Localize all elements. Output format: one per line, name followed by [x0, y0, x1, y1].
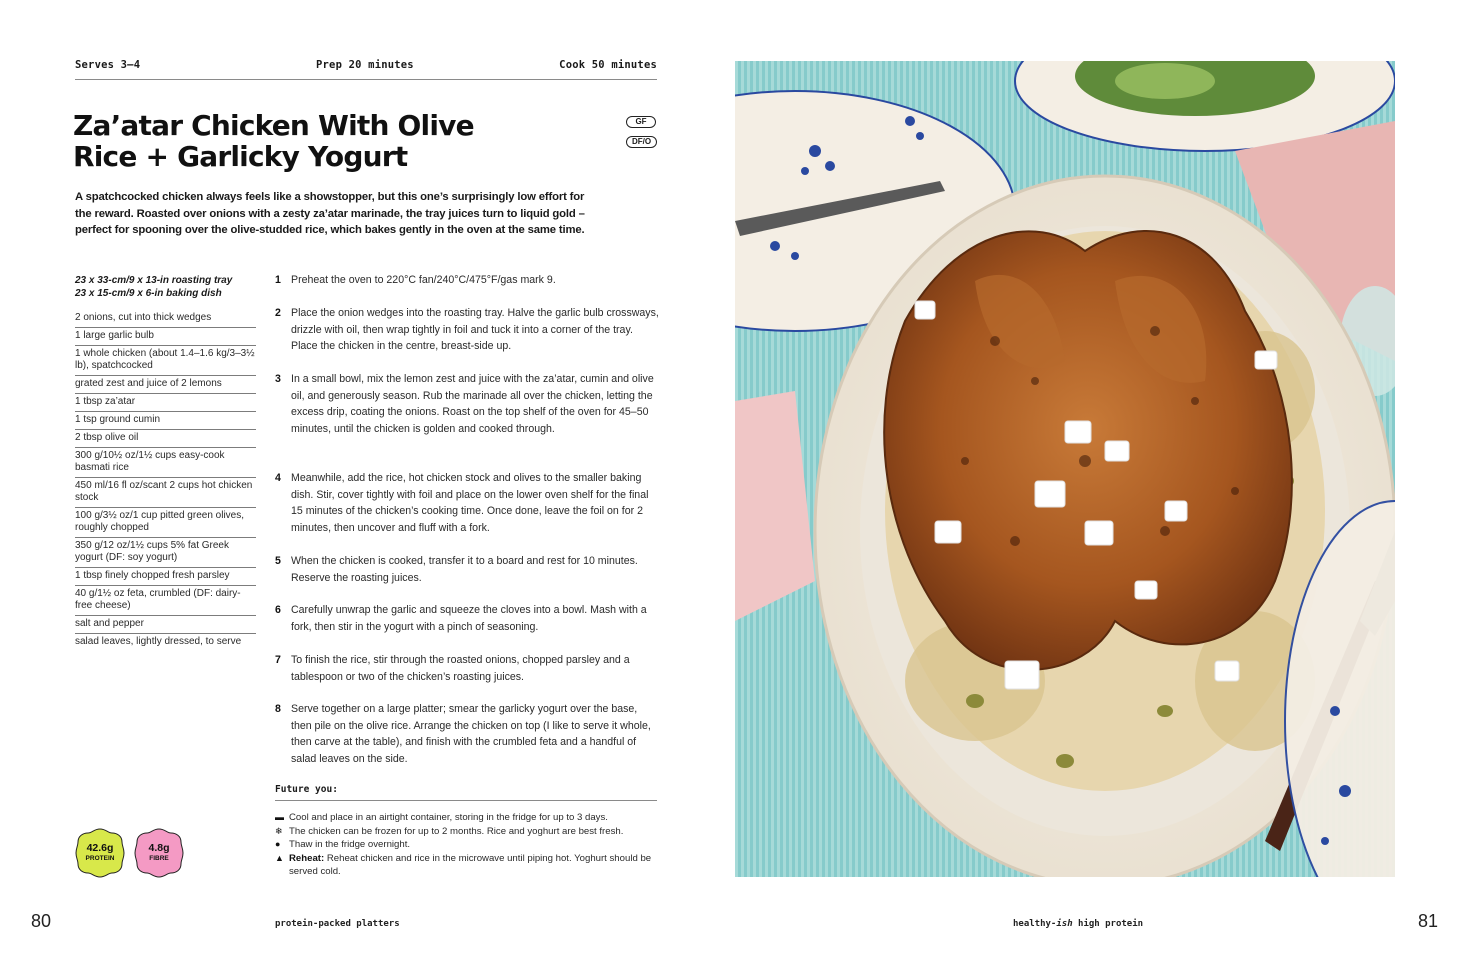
fibre-badge — [134, 828, 184, 878]
footer-section-left: protein-packed platters — [275, 919, 400, 929]
ingredient-item: 1 large garlic bulb — [75, 328, 256, 346]
step-text: In a small bowl, mix the lemon zest and juice with the za’atar, cumin and olive oil, and generously season. Rub the marinade all over the chicken, letting the excess drip, coating the onions. Roast on the top shelf of the oven for 45–50 minutes, until the chicken is golden and cooked through. — [291, 373, 654, 435]
method-step — [275, 553, 659, 586]
step-number: 6 — [275, 604, 281, 616]
ingredient-item: 350 g/12 oz/1½ cups 5% fat Greek yogurt (DF: soy yogurt) — [75, 538, 256, 568]
future-you-item — [275, 811, 665, 825]
ingredient-item: grated zest and juice of 2 lemons — [75, 376, 256, 394]
step-number: 5 — [275, 555, 281, 567]
ingredients-list — [75, 310, 256, 651]
ingredient-item: 1 tbsp finely chopped fresh parsley — [75, 568, 256, 586]
footer-right-suffix: high protein — [1072, 919, 1144, 929]
step-text: Meanwhile, add the rice, hot chicken stock and olives to the smaller baking dish. Stir, cover tightly with foil and place on the lower oven shelf for the final 15 minutes of the chicken’s cooking time. Once done, leave the foil on for 2 minutes, then uncover and fluff with a fork. — [291, 472, 649, 534]
future-you-item — [275, 838, 665, 852]
fridge-icon: ▬ — [275, 812, 284, 822]
recipe-intro: A spatchcocked chicken always feels like a showstopper, but this one’s surprisingly low effort for the reward. Roasted over onions with a zesty za’atar marinade, the tray juices turn to liquid gold – perfect for spooning over the olive-studded rice, which bakes gently in the oven at the same time. — [75, 191, 585, 236]
method-step — [275, 701, 659, 767]
ingredient-item: 2 onions, cut into thick wedges — [75, 310, 256, 328]
snowflake-icon: ❄ — [275, 825, 283, 836]
ingredient-item: 100 g/3½ oz/1 cup pitted green olives, roughly chopped — [75, 508, 256, 538]
protein-label: PROTEIN — [85, 855, 115, 862]
step-number: 7 — [275, 654, 281, 666]
step-text: Preheat the oven to 220°C fan/240°C/475°F/gas mark 9. — [291, 274, 556, 286]
reheat-label: Reheat: — [289, 852, 327, 864]
footer-section-right — [1013, 919, 1143, 929]
method-step — [275, 305, 659, 355]
ingredient-item: salad leaves, lightly dressed, to serve — [75, 636, 242, 647]
recipe-meta-row — [75, 58, 657, 80]
ingredient-item: 1 tsp ground cumin — [75, 412, 256, 430]
step-number: 3 — [275, 373, 281, 385]
recipe-title-line-2: Rice + Garlicky Yogurt — [73, 140, 408, 173]
method-step — [275, 272, 659, 289]
roast-chicken — [884, 231, 1292, 670]
future-you-list — [275, 811, 665, 879]
cook-time-label: Cook 50 minutes — [559, 59, 657, 71]
page-number-left: 80 — [31, 911, 52, 931]
step-number: 1 — [275, 274, 281, 286]
flame-icon: ▲ — [275, 852, 284, 863]
serves-label: Serves 3–4 — [75, 59, 141, 71]
ingredient-item: 1 tbsp za’atar — [75, 394, 256, 412]
ingredient-item: 2 tbsp olive oil — [75, 430, 256, 448]
page-number-right: 81 — [1418, 911, 1439, 931]
recipe-title — [73, 110, 553, 172]
step-text: To finish the rice, stir through the roasted onions, chopped parsley and a tablespoon or two of the chicken’s roasting juices. — [291, 654, 630, 683]
method-step — [275, 602, 659, 635]
step-number: 2 — [275, 307, 281, 319]
future-you-heading: Future you: — [275, 784, 657, 801]
recipe-photo-illustration — [735, 61, 1395, 877]
step-number: 8 — [275, 703, 281, 715]
step-text: When the chicken is cooked, transfer it to a board and rest for 10 minutes. Reserve the roasting juices. — [291, 555, 638, 584]
step-text: Serve together on a large platter; smear the garlicky yogurt over the base, then pile on the olive rice. Arrange the chicken on top (I like to serve it whole, then carve at the table), and finish with the crumbled feta and a handful of salad leaves on the side. — [291, 703, 651, 765]
ingredient-item: 450 ml/16 fl oz/scant 2 cups hot chicken stock — [75, 478, 256, 508]
equipment-item: 23 x 33-cm/9 x 13-in roasting tray — [75, 275, 233, 286]
fibre-value: 4.8g — [148, 842, 170, 854]
footer-right-italic: ish — [1056, 919, 1073, 929]
gluten-free-badge: GF — [626, 116, 656, 128]
recipe-photo — [735, 61, 1395, 877]
future-you-text: Cool and place in an airtight container, storing in the fridge for up to 3 days. — [289, 812, 608, 823]
drop-icon: ● — [275, 839, 281, 849]
protein-value: 42.6g — [86, 842, 114, 854]
future-you-text: Thaw in the fridge overnight. — [289, 839, 411, 850]
ingredient-item: 300 g/10½ oz/1½ cups easy-cook basmati rice — [75, 448, 256, 478]
step-number: 4 — [275, 472, 281, 484]
method-step — [275, 371, 659, 437]
ingredient-item: 40 g/1½ oz feta, crumbled (DF: dairy-free cheese) — [75, 586, 256, 616]
future-you-item — [275, 825, 665, 839]
equipment-list — [75, 274, 260, 300]
future-you-item — [275, 852, 665, 879]
fibre-label: FIBRE — [149, 855, 169, 862]
dairy-free-option-badge: DF/O — [626, 136, 657, 148]
future-you-text: The chicken can be frozen for up to 2 months. Rice and yoghurt are best fresh. — [289, 825, 624, 837]
footer-right-prefix: healthy- — [1013, 919, 1057, 929]
ingredient-item: 1 whole chicken (about 1.4–1.6 kg/3–3½ lb), spatchcocked — [75, 346, 256, 376]
step-text: Carefully unwrap the garlic and squeeze the cloves into a bowl. Mash with a fork, then stir in the yogurt with a pinch of seasoning. — [291, 604, 647, 633]
step-text: Place the onion wedges into the roasting tray. Halve the garlic bulb crossways, drizzle with oil, then wrap tightly in foil and tuck it into a corner of the tray. Place the chicken in the centre, breast-side up. — [291, 307, 659, 352]
prep-time-label: Prep 20 minutes — [316, 59, 414, 71]
ingredient-item: salt and pepper — [75, 616, 256, 634]
recipe-title-line-1: Za’atar Chicken With Olive — [73, 109, 474, 142]
method-step — [275, 652, 659, 685]
equipment-item: 23 x 15-cm/9 x 6-in baking dish — [75, 288, 222, 299]
future-you-text: Reheat chicken and rice in the microwave until piping hot. Yoghurt should be served cold. — [289, 852, 652, 877]
protein-badge — [75, 828, 125, 878]
method-step — [275, 470, 659, 536]
